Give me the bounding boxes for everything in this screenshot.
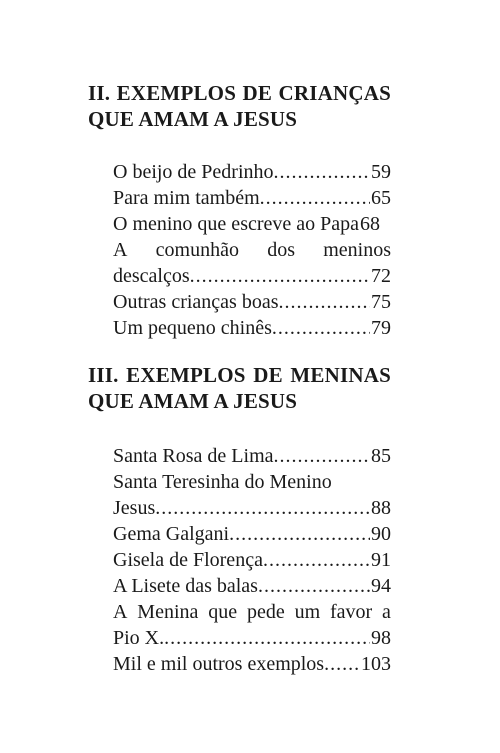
toc-entry[interactable] [113,185,391,211]
dot-leader [274,159,370,185]
dot-leader [263,547,370,573]
title-word: dos [267,239,295,261]
heading-word: MENINAS [290,363,391,387]
title-word: A [113,601,128,623]
toc-entry-page: 79 [371,317,391,339]
toc-entry-page: 91 [371,549,391,571]
section-ii [88,80,391,341]
toc-entry-title: descalços [113,265,190,287]
heading-word: II. [88,81,111,105]
dot-leader [279,289,371,315]
section-iii-heading-line2: QUE AMAM A JESUS [88,389,298,413]
toc-entry[interactable] [113,521,391,547]
section-ii-heading [88,80,391,132]
section-ii-heading-line2: QUE AMAM A JESUS [88,107,298,131]
section-ii-entries [113,159,391,341]
dot-leader [324,651,360,677]
dot-leader [155,495,370,521]
toc-entry-page: 65 [371,187,391,209]
toc-entry[interactable] [113,315,391,341]
toc-entry-title: Um pequeno chinês [113,317,272,339]
title-word: pede [246,601,285,623]
toc-entry-title: Outras crianças boas [113,291,279,313]
dot-leader [229,521,370,547]
heading-word: DE [242,81,273,105]
toc-entry-title: Mil e mil outros exemplos [113,653,325,675]
toc-entry-title: Pio X. [113,627,165,649]
toc-entry-title: Santa Rosa de Lima [113,445,274,467]
toc-entry-title-line1 [113,599,391,625]
title-word: a [382,601,391,623]
toc-entry-title: Gema Galgani [113,523,230,545]
title-word: favor [329,601,373,623]
toc-entry-page: 85 [371,445,391,467]
toc-entry-last-line [113,495,391,521]
toc-entry-title-line1 [113,237,391,263]
section-iii-heading [88,362,391,414]
toc-entry-page: 103 [361,653,391,675]
section-iii-heading-line1 [88,362,391,388]
section-iii [88,362,391,677]
heading-word: DE [253,363,283,387]
toc-entry-page: 68 [360,213,381,235]
toc-entry-title: Gisela de Florença [113,549,263,571]
title-word: que [208,601,238,623]
toc-entry-last-line [113,625,391,651]
title-word: meninos [323,239,391,261]
section-iii-entries [113,443,391,677]
dot-leader [260,185,370,211]
toc-entry[interactable] [113,211,391,237]
toc-entry[interactable] [113,289,391,315]
toc-entry[interactable] [113,599,391,651]
toc-entry-page: 98 [371,627,391,649]
toc-entry[interactable] [113,651,391,677]
dot-leader [190,263,370,289]
toc-entry-title: Jesus [113,497,156,519]
toc-entry-title: A Lisete das balas [113,575,258,597]
toc-entry-last-line [113,263,391,289]
toc-entry[interactable] [113,159,391,185]
toc-entry[interactable] [113,547,391,573]
toc-entry-page: 59 [371,161,391,183]
toc-entry-page: 88 [371,497,391,519]
title-word: A [113,239,128,261]
toc-entry-title: O beijo de Pedrinho [113,161,274,183]
title-word: um [294,601,321,623]
dot-leader [258,573,370,599]
toc-entry[interactable] [113,573,391,599]
toc-entry-page: 90 [371,523,391,545]
heading-word: III. [88,363,119,387]
toc-entry[interactable] [113,469,391,521]
heading-word: EXEMPLOS [116,81,237,105]
dot-leader [274,443,370,469]
title-word: Menina [137,601,199,623]
toc-entry-page: 72 [371,265,391,287]
toc-entry-page: 94 [371,575,391,597]
toc-entry[interactable] [113,237,391,289]
section-ii-heading-line1 [88,80,391,106]
heading-word: EXEMPLOS [126,363,246,387]
toc-entry-page: 75 [371,291,391,313]
toc-entry-title: Para mim também [113,187,260,209]
title-word: comunhão [155,239,239,261]
dot-leader [272,315,370,341]
toc-entry[interactable] [113,443,391,469]
dot-leader [164,625,370,651]
toc-entry-title: O menino que escreve ao Papa [113,213,360,235]
toc-entry-title-line1: Santa Teresinha do Menino [113,471,332,493]
heading-word: CRIANÇAS [278,81,391,105]
